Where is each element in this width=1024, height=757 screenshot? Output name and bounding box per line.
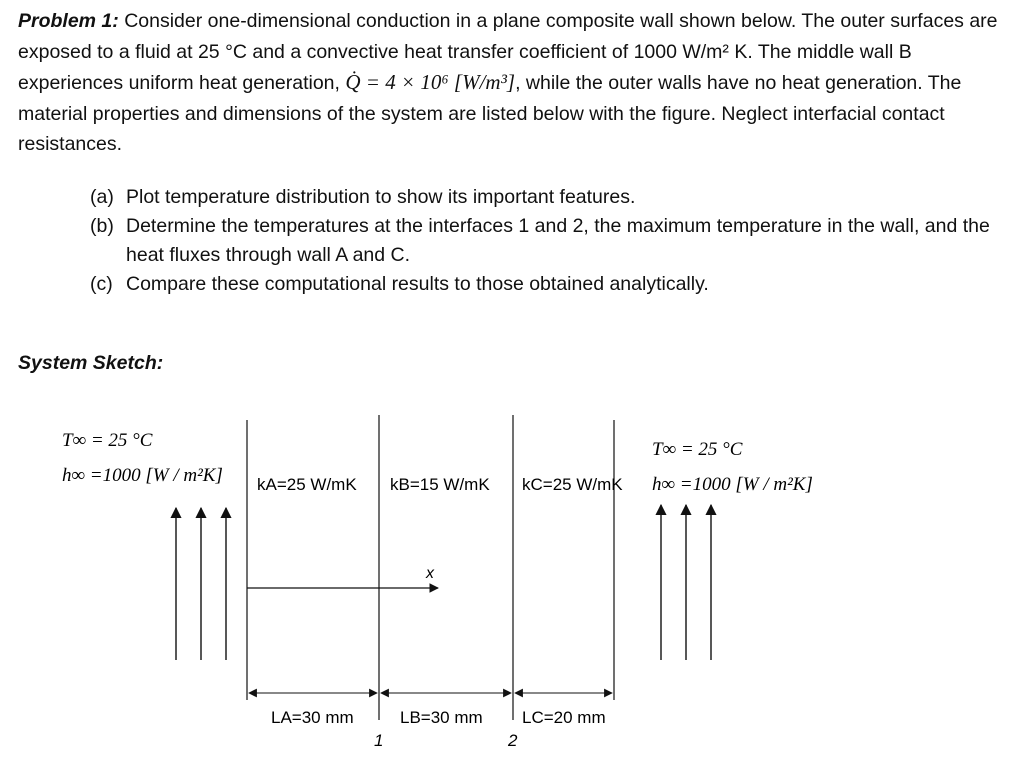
task-label: (c) <box>90 273 113 295</box>
wall-b-conductivity: kB=15 W/mK <box>390 475 490 494</box>
problem-label: Problem 1: <box>18 10 119 32</box>
task-text: Compare these computational results to those obtained analytically. <box>126 273 709 295</box>
wall-b-length: LB=30 mm <box>400 708 483 727</box>
task-text: Determine the temperatures at the interfaces 1 and 2, the maximum temperature in the wall, and the heat fluxes through wall A and C. <box>126 215 990 266</box>
left-fluid-temperature: T∞ = 25 °C <box>62 430 153 451</box>
interface-1-label: 1 <box>374 731 384 750</box>
left-fluid-h: h∞ =1000 [W / m²K] <box>62 465 223 486</box>
problem-text-2: , while the outer walls have no heat generation. The material properties and dimensions of the system are listed below with the figure. Neglect interfacial contact resistances. <box>18 72 962 155</box>
wall-c-length: LC=20 mm <box>522 708 606 727</box>
wall-c-conductivity: kC=25 W/mK <box>522 475 623 494</box>
heat-generation-equation: Q̇ = 4 × 10⁶ [W/m³] <box>345 70 516 94</box>
right-fluid-h: h∞ =1000 [W / m²K] <box>652 474 813 495</box>
x-axis-label: x <box>426 565 434 582</box>
wall-a-conductivity: kA=25 W/mK <box>257 475 357 494</box>
sketch-title: System Sketch: <box>18 352 164 374</box>
right-fluid-temperature: T∞ = 25 °C <box>652 439 743 460</box>
task-label: (b) <box>90 215 114 237</box>
task-text: Plot temperature distribution to show its important features. <box>126 186 636 208</box>
interface-2-label: 2 <box>508 731 518 750</box>
problem-text-1: Consider one-dimensional conduction in a plane composite wall shown below. The outer surfaces are exposed to a fluid at 25 °C and a convective heat transfer coefficient of 1000 W/m² K. The middle wall B experiences uniform heat generation, <box>18 10 998 94</box>
task-label: (a) <box>90 186 114 208</box>
wall-a-length: LA=30 mm <box>271 708 354 727</box>
